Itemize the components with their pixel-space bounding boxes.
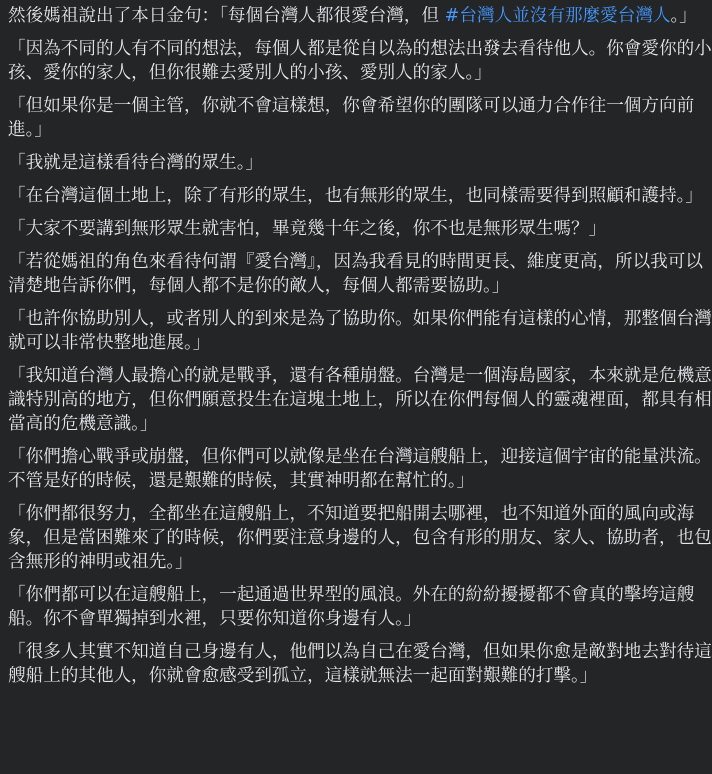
quote-paragraph: 「你們都可以在這艘船上，一起通過世界型的風浪。外在的紛紛擾擾都不會真的擊垮這艘船。你不會單獨掉到水裡，只要你知道你身邊有人。」 xyxy=(8,585,695,629)
quote-paragraph: 「我就是這樣看待台灣的眾生。」 xyxy=(8,153,264,173)
intro-suffix: 。」 xyxy=(670,6,697,26)
quote-paragraph: 「你們擔心戰爭或崩盤，但你們可以就像是坐在台灣這艘船上，迎接這個宇宙的能量洪流。不管是好的時候，還是艱難的時候，其實神明都在幫忙的。」 xyxy=(8,447,712,491)
quote-paragraph: 「你們都很努力，全都坐在這艘船上，不知道要把船開去哪裡，也不知道外面的風向或海象，但是當困難來了的時候，你們要注意身邊的人，包含有形的朋友、家人、協助者，也包含無形的神明或祖先。」 xyxy=(8,504,712,572)
quote-paragraph: 「我知道台灣人最擔心的就是戰爭，還有各種崩盤。台灣是一個海島國家，本來就是危機意識特別高的地方，但你們願意投生在這塊土地上，所以在你們每個人的靈魂裡面，都具有相當高的危機意識。」 xyxy=(8,366,712,434)
post-intro-paragraph xyxy=(8,4,712,28)
quote-paragraph: 「很多人其實不知道自己身邊有人，他們以為自己在愛台灣，但如果你愈是敵對地去對待這艘船上的其他人，你就會愈感受到孤立，這樣就無法一起面對艱難的打擊。」 xyxy=(8,642,712,686)
quote-paragraph: 「大家不要講到無形眾生就害怕，畢竟幾十年之後，你不也是無形眾生嗎？」 xyxy=(8,219,607,239)
quote-paragraph: 「在台灣這個土地上，除了有形的眾生，也有無形的眾生，也同樣需要得到照顧和護持。」 xyxy=(8,186,703,206)
hashtag-link[interactable]: #台灣人並沒有那麼愛台灣人 xyxy=(444,6,671,26)
quote-paragraph: 「若從媽祖的角色來看待何謂『愛台灣』，因為我看見的時間更長、維度更高，所以我可以清楚地告訴你們，每個人都不是你的敵人，每個人都需要協助。」 xyxy=(8,252,703,296)
intro-text: 然後媽祖說出了本日金句：「每個台灣人都很愛台灣，但 xyxy=(8,6,445,26)
quote-paragraph: 「也許你協助別人，或者別人的到來是為了協助你。如果你們能有這樣的心情，那整個台灣就可以非常快整地進展。」 xyxy=(8,309,712,353)
quote-paragraph: 「但如果你是一個主管，你就不會這樣想，你會希望你的團隊可以通力合作往一個方向前進。」 xyxy=(8,96,695,140)
quote-paragraph: 「因為不同的人有不同的想法，每個人都是從自以為的想法出發去看待他人。你會愛你的小孩、愛你的家人，但你很難去愛別人的小孩、愛別人的家人。」 xyxy=(8,39,712,83)
